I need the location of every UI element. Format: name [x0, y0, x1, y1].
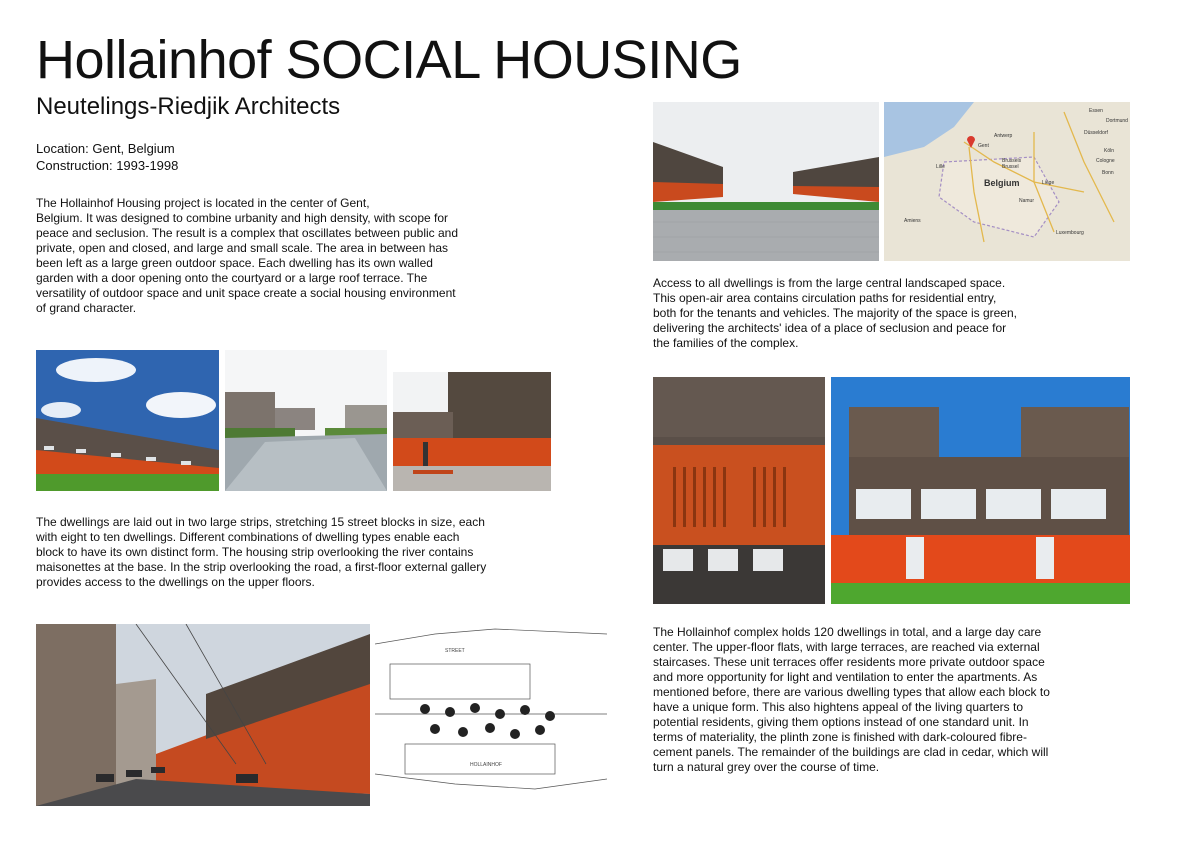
- map-label-koln: Köln: [1104, 148, 1115, 154]
- map-label-bonn: Bonn: [1102, 170, 1114, 176]
- text-line: have a unique form. This also hightens appeal of the living quarters to: [653, 700, 1024, 714]
- text-line: The dwellings are laid out in two large strips, stretching 15 street blocks in size, each: [36, 515, 485, 529]
- map-label-amiens: Amiens: [904, 218, 921, 224]
- text-line: provides access to the dwellings on the upper floors.: [36, 575, 315, 589]
- text-line: This open-air area contains circulation paths for residential entry,: [653, 291, 997, 305]
- text-line: delivering the architects' idea of a place of seclusion and peace for: [653, 321, 1007, 335]
- map-label-brussels: Brussels: [1002, 158, 1022, 164]
- map-belgium: [884, 102, 1130, 261]
- text-line: peace and seclusion. The result is a complex that oscillates between public and: [36, 226, 459, 240]
- text-line: both for the tenants and vehicles. The majority of the space is green,: [653, 306, 1017, 320]
- text-line: staircases. These unit terraces offer residents more private outdoor space: [653, 655, 1045, 669]
- text-line: private, open and closed, and large and small scale. The area in between has: [36, 241, 449, 255]
- text-line: garden with a door opening onto the courtyard or a large roof terrace. The: [36, 271, 428, 285]
- text-line: center. The upper-floor flats, with large terraces, are reached via external: [653, 640, 1040, 654]
- page-subtitle: Neutelings-Riedjik Architects: [36, 93, 341, 120]
- photo-cedar-facade: [831, 377, 1130, 604]
- text-line: and more opportunity for light and ventilation to enter the apartments. As: [653, 670, 1038, 684]
- text-line: terms of materiality, the plinth zone is finished with dark-coloured fibre-: [653, 730, 1027, 744]
- text-line: The Hollainhof Housing project is located in the center of Gent,: [36, 196, 370, 210]
- project-meta: [36, 140, 178, 174]
- photo-orange-screens: [653, 377, 825, 604]
- photo-housing-blue-sky: [36, 350, 219, 491]
- text-line: Belgium. It was designed to combine urbanity and high density, with scope for: [36, 211, 449, 225]
- location-text: Location: Gent, Belgium: [36, 141, 175, 156]
- photo-street-facade: [36, 624, 370, 806]
- page-title: Hollainhof SOCIAL HOUSING: [36, 30, 742, 90]
- text-line: turn a natural grey over the course of time.: [653, 760, 880, 774]
- map-label-dortmund: Dortmund: [1106, 118, 1128, 124]
- map-label-cologne: Cologne: [1096, 158, 1115, 164]
- photo-street-corner: [393, 372, 551, 491]
- plan-label-street: STREET: [445, 648, 465, 654]
- text-line: mentioned before, there are various dwelling types that allow each block to: [653, 685, 1050, 699]
- map-label-essen: Essen: [1089, 108, 1103, 114]
- map-label-antwerp: Antwerp: [994, 133, 1013, 139]
- map-label-gent: Gent: [978, 143, 989, 149]
- text-line: versatility of outdoor space and unit space create a social housing environment: [36, 286, 456, 300]
- construction-text: Construction: 1993-1998: [36, 158, 179, 173]
- map-label-belgium: Belgium: [984, 178, 1020, 188]
- text-line: The Hollainhof complex holds 120 dwellings in total, and a large day care: [653, 625, 1042, 639]
- text-line: potential residents, giving them options instead of one standard unit. In: [653, 715, 1029, 729]
- map-label-namur: Namur: [1019, 198, 1035, 204]
- text-line: block to have its own distinct form. The housing strip overlooking the river contains: [36, 545, 474, 559]
- map-label-dusseldorf: Düsseldorf: [1084, 130, 1108, 136]
- plan-label-hollainhof: HOLLAINHOF: [470, 762, 502, 768]
- text-line: the families of the complex.: [653, 336, 799, 350]
- text-line: of grand character.: [36, 301, 137, 315]
- site-plan-drawing: [375, 624, 607, 806]
- text-line: cement panels. The remainder of the buildings are clad in cedar, which will: [653, 745, 1049, 759]
- text-line: Access to all dwellings is from the large central landscaped space.: [653, 276, 1006, 290]
- map-label-liege: Liège: [1042, 180, 1055, 186]
- map-label-brussel: Brussel: [1002, 164, 1019, 170]
- map-label-lille: Lille: [936, 164, 945, 170]
- text-line: with eight to ten dwellings. Different combinations of dwelling types enable each: [36, 530, 460, 544]
- map-label-luxembourg: Luxembourg: [1056, 230, 1084, 236]
- complex-paragraph: [653, 625, 1123, 775]
- text-line: been left as a large green outdoor space. Each dwelling has its own walled: [36, 256, 433, 270]
- layout-paragraph: [36, 515, 546, 590]
- access-paragraph: [653, 276, 1123, 351]
- photo-courtyard: [653, 102, 879, 261]
- text-line: maisonettes at the base. In the strip overlooking the road, a first-floor external gallery: [36, 560, 487, 574]
- intro-paragraph: [36, 196, 516, 316]
- photo-river-canal: [225, 350, 387, 491]
